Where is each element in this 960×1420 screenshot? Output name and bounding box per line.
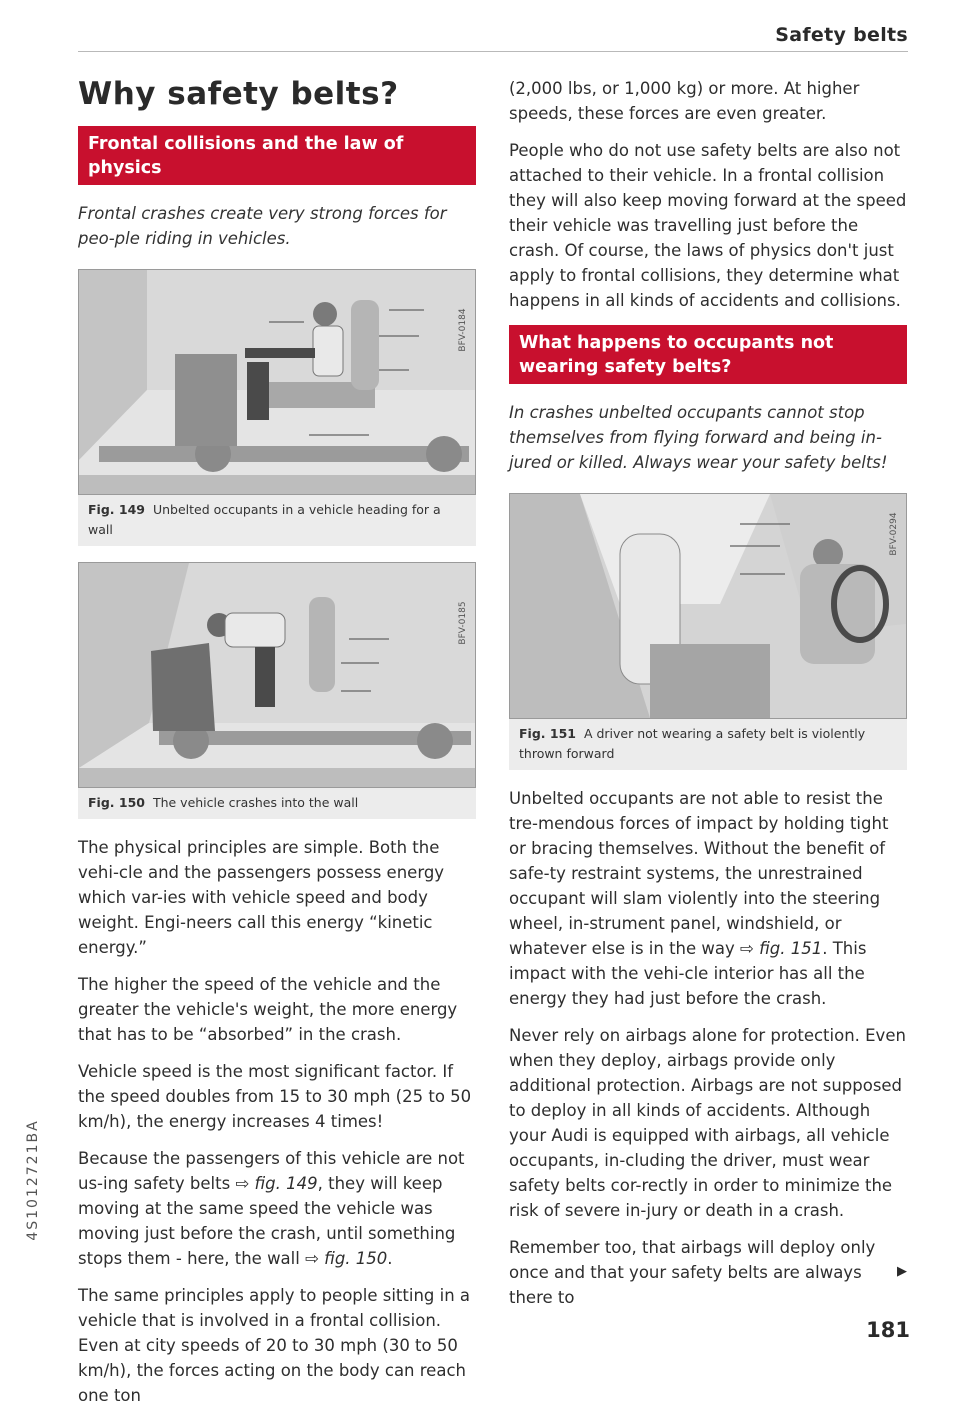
intro-text-left: Frontal crashes create very strong forces for peo-ple riding in vehicles. <box>78 204 447 248</box>
left-paragraph-5: The same principles apply to people sitting in a vehicle that is involved in a frontal collision. Even at city speeds of 20 to 30 mph (30 to 50 km/h), the forces acting on the body can reach one ton <box>78 1286 471 1405</box>
left-paragraph-4-text-a: Because the passengers of this vehicle are not us-ing safety belts <box>78 1149 465 1193</box>
figure-151 <box>509 493 907 719</box>
fig150-code: BFV-0185 <box>458 601 468 645</box>
fig149-illustration <box>79 270 475 494</box>
seat-shape <box>309 597 335 692</box>
fig149-caption-text: Unbelted occupants in a vehicle heading for a wall <box>88 502 441 537</box>
left-paragraph-2: The higher the speed of the vehicle and the greater the vehicle's weight, the more energy that has to be “absorbed” in the crash. <box>78 975 458 1044</box>
left-column <box>78 76 476 1420</box>
occupant-head <box>313 302 337 326</box>
box-shape <box>175 354 237 446</box>
fig151-illustration <box>510 494 906 718</box>
right-column <box>509 76 907 1322</box>
right-paragraph-5: Remember too, that airbags will deploy only once and that your safety belts are always there to <box>509 1238 876 1307</box>
fig149-caption <box>78 495 476 546</box>
right-paragraph-3-text-a: Unbelted occupants are not able to resist the tre-mendous forces of impact by holding tight or bracing themselves. Without the benefit of safe-ty restraint systems, the unrestrained occupant will slam violently into the steering wheel, in-strument panel, windshield, or whatever else is in the way <box>509 789 889 958</box>
fig150-link[interactable]: ⇨ fig. 150 <box>305 1249 388 1268</box>
left-paragraph-4-text-c: . <box>387 1249 393 1268</box>
fig150-illustration <box>79 563 475 787</box>
page-title: Why safety belts? <box>78 76 399 112</box>
fig151-caption <box>509 719 907 770</box>
fig149-label: Fig. 149 <box>88 502 145 517</box>
running-head: Safety belts <box>775 24 908 46</box>
right-paragraph-3-text-b: . This impact with the vehi-cle interior has all the energy they had just before the crash. <box>509 939 867 1008</box>
side-document-code-text: 4S1012721BA <box>24 1119 41 1241</box>
chassis-shape <box>99 446 469 462</box>
page-number: 181 <box>866 1318 910 1342</box>
left-paragraph-4-text-b: , they will keep moving at the same speed the vehicle was moving just before the crash, until something stops them - here, the wall <box>78 1174 456 1268</box>
intro-text-right: In crashes unbelted occupants cannot stop themselves from flying forward and being in-jured or killed. Always wear your safety belts! <box>509 403 888 472</box>
side-document-code <box>20 1010 45 1350</box>
figure-150 <box>78 562 476 788</box>
header-rule <box>78 51 908 52</box>
section-heading-occupants: What happens to occupants not wearing safety belts? <box>509 325 907 384</box>
left-paragraph-1: The physical principles are simple. Both the vehi-cle and the passengers possess energy which var-ies with vehicle speed and body weight. Engi-neers call this energy “kinetic energy.” <box>78 838 445 957</box>
wheel-rear <box>417 723 453 759</box>
fig150-caption-text: The vehicle crashes into the wall <box>152 795 359 810</box>
left-paragraph-3: Vehicle speed is the most significant factor. If the speed doubles from 15 to 30 mph (25 to 50 km/h), the energy increases 4 times! <box>78 1062 472 1131</box>
fig151-caption-text: A driver not wearing a safety belt is violently thrown forward <box>519 726 866 761</box>
crushed-box <box>151 643 215 731</box>
section-heading-frontal: Frontal collisions and the law of physics <box>78 126 476 185</box>
left-paragraph-4 <box>78 1146 476 1271</box>
seat-shape <box>351 300 379 390</box>
figure-149 <box>78 269 476 495</box>
fig149-code: BFV-0184 <box>458 308 468 352</box>
fig151-link[interactable]: ⇨ fig. 151 <box>740 939 823 958</box>
right-paragraph-2: People who do not use safety belts are also not attached to their vehicle. In a frontal collision they will also keep moving forward at the speed their vehicle was travelling just before the crash. Of course, the laws of physics don't just apply to frontal collisions, they determine what happens in all kinds of accidents and collisions. <box>509 141 907 310</box>
fig151-label: Fig. 151 <box>519 726 576 741</box>
center-console <box>650 644 770 718</box>
right-paragraph-4: Never rely on airbags alone for protection. Even when they deploy, airbags provide only additional protection. Airbags are not supposed to deploy in all kinds of accidents. Although your Audi is equipped with airbags, all vehicle occupants, in-cluding the driver, must wear safety belts cor-rectly in order to minimize the risk of severe in-jury or death in a crash. <box>509 1026 906 1220</box>
continue-arrow-icon: ▶ <box>897 1264 907 1279</box>
fig151-code: BFV-0294 <box>889 512 899 556</box>
right-paragraph-1: (2,000 lbs, or 1,000 kg) or more. At higher speeds, these forces are even greater. <box>509 79 860 123</box>
fig150-caption <box>78 788 476 819</box>
right-paragraph-3 <box>509 786 907 1011</box>
fig150-label: Fig. 150 <box>88 795 145 810</box>
wheel-rear <box>426 436 462 472</box>
fig149-link[interactable]: ⇨ fig. 149 <box>235 1174 318 1193</box>
